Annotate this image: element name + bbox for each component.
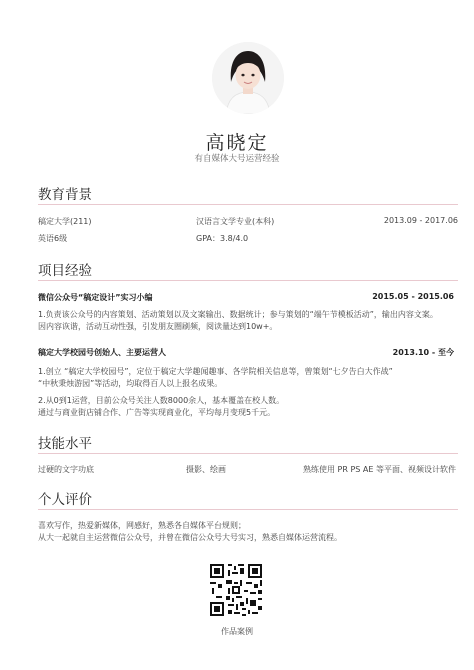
- project-title: 稿定大学校园号创始人、主要运营人: [38, 348, 166, 357]
- education-heading: 教育背景: [38, 187, 92, 203]
- education-divider: [38, 204, 458, 205]
- portfolio-caption: 作品案例: [221, 627, 253, 636]
- portfolio-qr-code[interactable]: [208, 562, 264, 618]
- candidate-name: 高晓定: [205, 132, 269, 154]
- project-line: 通过与商业街店铺合作、广告等实现商业化，平均每月变现5千元。: [38, 408, 276, 417]
- education-dates: 2013.09 - 2017.06: [383, 216, 458, 225]
- projects-heading: 项目经验: [38, 263, 92, 279]
- project-line: 1.创立 “稿定大学校园号”，定位于稿定大学趣闻趣事、各学院相关信息等，曾策划“七夕告白大作战”: [38, 367, 393, 376]
- evaluation-line: 喜欢写作，热爱新媒体，网感好，熟悉各自媒体平台规则；: [38, 521, 246, 530]
- evaluation-heading: 个人评价: [38, 492, 92, 508]
- project-line: 1.负责该公众号的内容策划、活动策划以及文案输出、数据统计；参与策划的“端午节模板活动”，输出内容文案。: [38, 310, 438, 319]
- evaluation-divider: [38, 509, 458, 510]
- avatar: [212, 42, 284, 114]
- skill-item: 熟练使用 PR PS AE 等平面、视频设计软件: [303, 465, 456, 474]
- major: 汉语言文学专业(本科): [196, 217, 275, 226]
- portrait-image: [212, 42, 284, 114]
- project-dates: 2015.05 - 2015.06: [372, 292, 454, 301]
- evaluation-line: 从大一起就自主运营微信公众号，并曾在微信公众号大号实习，熟悉自媒体运营流程。: [38, 533, 342, 542]
- skills-divider: [38, 453, 458, 454]
- school-name: 稿定大学(211): [38, 217, 92, 226]
- project-line: “中秋秉烛游园”等活动，均取得百人以上报名成果。: [38, 379, 223, 388]
- projects-divider: [38, 280, 458, 281]
- skill-item: 摄影、绘画: [186, 465, 226, 474]
- project-title: 微信公众号“稿定设计”实习小编: [38, 293, 153, 302]
- skills-heading: 技能水平: [38, 436, 92, 452]
- english-level: 英语6级: [38, 234, 68, 243]
- skill-item: 过硬的文字功底: [38, 465, 94, 474]
- project-line: 因内容诙谐，活动互动性强，引发朋友圈刷频，阅读量达到10w+。: [38, 322, 278, 331]
- project-line: 2.从0到1运营，目前公众号关注人数8000余人，基本覆盖在校人数。: [38, 396, 285, 405]
- candidate-tagline: 有自媒体大号运营经验: [194, 154, 280, 164]
- project-dates: 2013.10 - 至今: [392, 348, 454, 357]
- gpa: GPA：3.8/4.0: [196, 234, 249, 243]
